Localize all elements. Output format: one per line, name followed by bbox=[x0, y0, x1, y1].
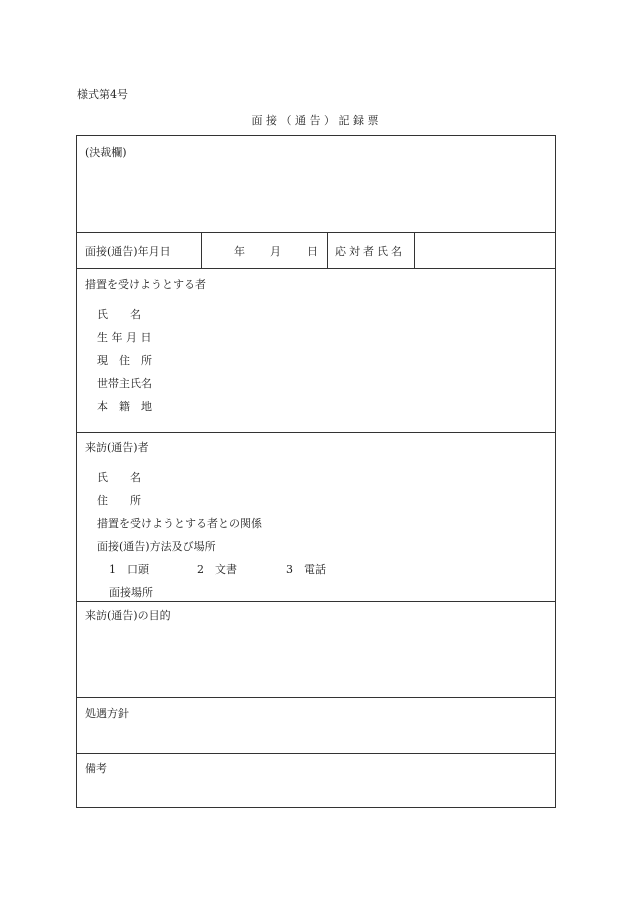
divider bbox=[77, 232, 555, 233]
form-number: 様式第4号 bbox=[77, 88, 128, 101]
divider bbox=[414, 232, 415, 268]
form-title: 面 接 （ 通 告 ） 記 録 票 bbox=[251, 114, 379, 127]
divider bbox=[77, 601, 555, 602]
approval-label: (決裁欄) bbox=[85, 146, 127, 159]
visitor-method-label: 面接(通告)方法及び場所 bbox=[97, 540, 216, 553]
visitor-address-label: 住 所 bbox=[97, 494, 141, 507]
divider bbox=[77, 697, 555, 698]
record-form bbox=[76, 135, 556, 808]
interview-date-label: 面接(通告)年月日 bbox=[85, 245, 171, 258]
date-year-label: 年 bbox=[234, 245, 245, 258]
date-month-label: 月 bbox=[270, 245, 281, 258]
interview-place-label: 面接場所 bbox=[109, 586, 153, 599]
divider bbox=[77, 753, 555, 754]
subject-name-label: 氏 名 bbox=[97, 308, 141, 321]
method-option-document: 2 文書 bbox=[197, 563, 237, 576]
purpose-heading: 来訪(通告)の目的 bbox=[85, 609, 171, 622]
date-day-label: 日 bbox=[307, 245, 318, 258]
divider bbox=[77, 268, 555, 269]
subject-address-label: 現 住 所 bbox=[97, 354, 152, 367]
subject-domicile-label: 本 籍 地 bbox=[97, 400, 152, 413]
divider bbox=[77, 432, 555, 433]
method-option-oral: 1 口頭 bbox=[109, 563, 149, 576]
subject-birthdate-label: 生 年 月 日 bbox=[97, 331, 152, 344]
visitor-relationship-label: 措置を受けようとする者との関係 bbox=[97, 517, 262, 530]
divider bbox=[201, 232, 202, 268]
visitor-name-label: 氏 名 bbox=[97, 471, 141, 484]
policy-heading: 処遇方針 bbox=[85, 707, 129, 720]
visitor-heading: 来訪(通告)者 bbox=[85, 441, 149, 454]
remarks-heading: 備考 bbox=[85, 762, 107, 775]
method-option-phone: 3 電話 bbox=[286, 563, 326, 576]
divider bbox=[327, 232, 328, 268]
subject-householder-label: 世帯主氏名 bbox=[97, 377, 152, 390]
responder-name-label: 応対者氏名 bbox=[335, 245, 405, 258]
subject-heading: 措置を受けようとする者 bbox=[85, 278, 206, 291]
